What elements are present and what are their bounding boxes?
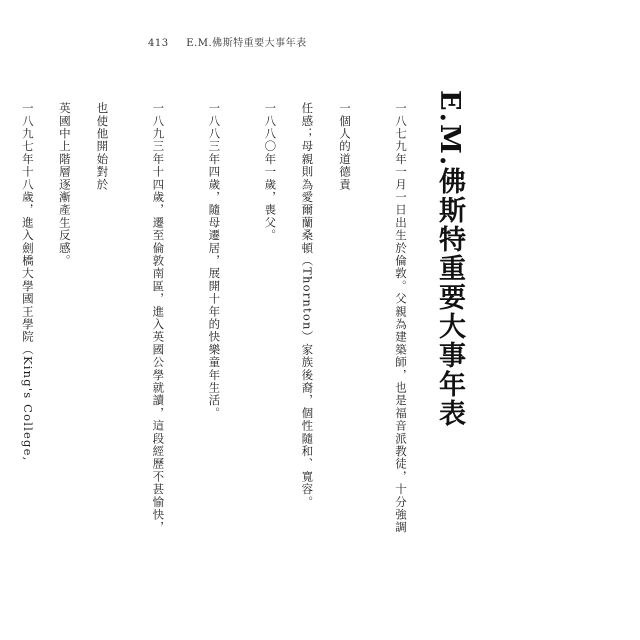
chronology-entry bbox=[167, 102, 223, 542]
entry-text: 四歲，隨母遷居，展開十年的快樂童年生活。 bbox=[207, 165, 222, 420]
chronology-entry bbox=[0, 102, 37, 542]
entry-text: 英國中上階層逐漸產生反感。 bbox=[57, 102, 72, 268]
chronology-body bbox=[20, 102, 410, 542]
chronology-entry bbox=[279, 102, 410, 542]
entry-text: 一月一日出生於倫敦。父親為建築師，也是福音派教徒，十分強調一個人的道德責 bbox=[338, 102, 408, 534]
entry-line bbox=[300, 102, 314, 508]
running-header bbox=[148, 34, 307, 49]
entry-text: 十八歲，進入劍橋大學國王學院（King's College, bbox=[20, 165, 35, 462]
chronology-entry bbox=[223, 102, 279, 542]
entry-line bbox=[263, 102, 277, 242]
entry-year: 一八七九年 bbox=[394, 102, 408, 166]
entry-line bbox=[338, 102, 408, 534]
chronology-entry bbox=[37, 102, 168, 542]
running-title: E.M.佛斯特重要大事年表 bbox=[186, 38, 307, 49]
entry-text: 一歲，喪父。 bbox=[263, 165, 278, 242]
entry-year: 一八九三年 bbox=[151, 102, 166, 166]
entry-text: 任感；母親則為愛爾蘭桑頓（Thornton）家族後裔，個性隨和、寬容。 bbox=[300, 102, 315, 509]
page-title: E.M.佛斯特重要大事年表 bbox=[434, 90, 465, 429]
entry-year: 一八八〇年 bbox=[263, 102, 278, 166]
page-number: 413 bbox=[148, 38, 169, 49]
entry-year: 一八八三年 bbox=[207, 102, 222, 166]
entry-text: 十四歲，遷至倫敦南區，進入英國公學就讀，這段經歷不甚愉快，也使他開始對於 bbox=[95, 102, 166, 534]
entry-line bbox=[95, 102, 165, 534]
entry-line bbox=[207, 102, 221, 420]
entry-line bbox=[0, 102, 35, 461]
entry-line bbox=[58, 102, 72, 267]
entry-year: 一八九七年 bbox=[20, 102, 35, 166]
